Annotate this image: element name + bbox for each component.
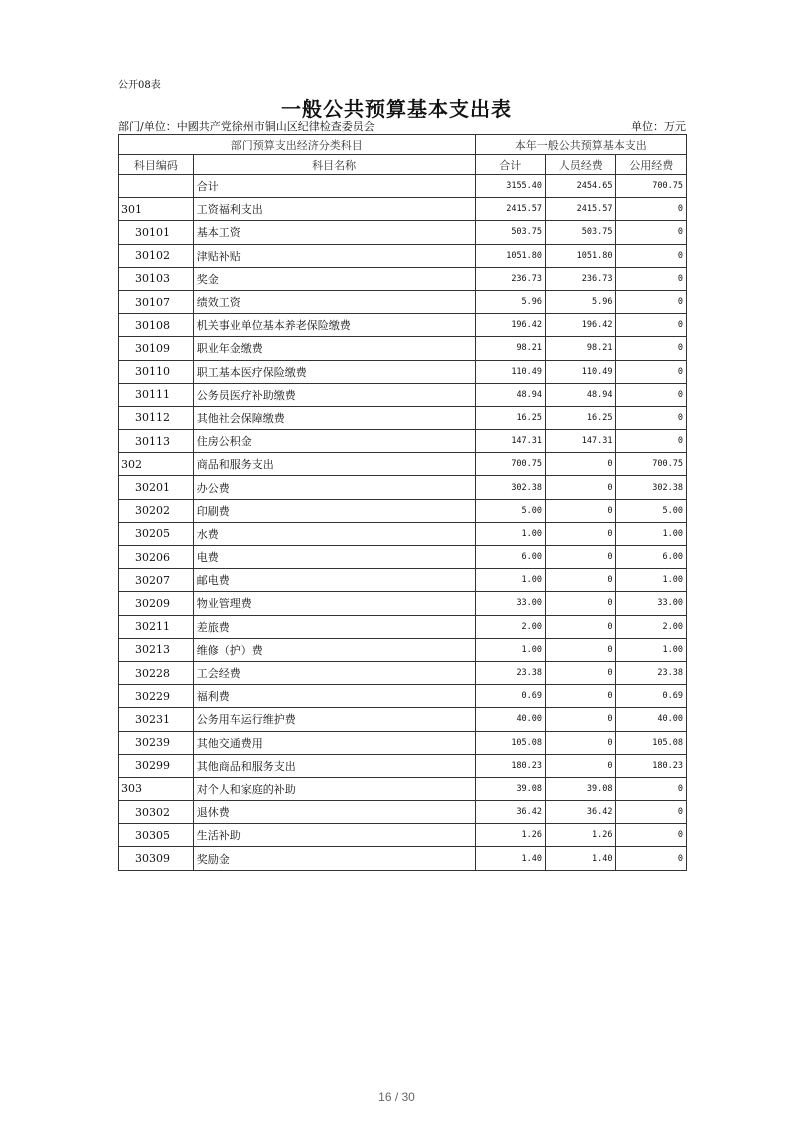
cell-personnel: 0 — [546, 638, 616, 661]
cell-total: 23.38 — [475, 661, 545, 684]
department-label: 部门/单位：中國共产党徐州市铜山区纪律检查委员会 — [118, 120, 375, 133]
cell-public: 2.00 — [616, 615, 687, 638]
cell-total: 1.26 — [475, 824, 545, 847]
table-code: 公开08表 — [118, 80, 161, 91]
cell-total: 39.08 — [475, 777, 545, 800]
table-row — [119, 847, 687, 870]
cell-subject-code: 30207 — [119, 569, 194, 592]
cell-subject-name: 水费 — [193, 522, 475, 545]
cell-total: 3155.40 — [475, 175, 545, 198]
table-row — [119, 383, 687, 406]
table-row — [119, 824, 687, 847]
cell-total: 6.00 — [475, 546, 545, 569]
cell-personnel: 36.42 — [546, 801, 616, 824]
cell-personnel: 1.26 — [546, 824, 616, 847]
cell-subject-code: 30102 — [119, 244, 194, 267]
cell-subject-name: 工会经费 — [193, 661, 475, 684]
table-row — [119, 522, 687, 545]
cell-personnel: 0 — [546, 615, 616, 638]
cell-subject-code: 30302 — [119, 801, 194, 824]
cell-personnel: 0 — [546, 592, 616, 615]
cell-public: 0 — [616, 221, 687, 244]
table-row — [119, 314, 687, 337]
cell-total: 1051.80 — [475, 244, 545, 267]
cell-public: 180.23 — [616, 754, 687, 777]
cell-personnel: 39.08 — [546, 777, 616, 800]
cell-subject-name: 公务员医疗补助缴费 — [193, 383, 475, 406]
cell-personnel: 1.40 — [546, 847, 616, 870]
cell-subject-code — [119, 175, 194, 198]
table-row — [119, 615, 687, 638]
header-subject-name: 科目名称 — [193, 155, 475, 175]
cell-total: 16.25 — [475, 406, 545, 429]
cell-total: 1.00 — [475, 638, 545, 661]
cell-subject-name: 职工基本医疗保险缴费 — [193, 360, 475, 383]
cell-subject-name: 奖励金 — [193, 847, 475, 870]
cell-personnel: 0 — [546, 569, 616, 592]
cell-personnel: 0 — [546, 708, 616, 731]
cell-subject-code: 30309 — [119, 847, 194, 870]
table-row — [119, 661, 687, 684]
cell-total: 5.96 — [475, 290, 545, 313]
table-row — [119, 546, 687, 569]
cell-subject-name: 其他社会保障缴费 — [193, 406, 475, 429]
cell-subject-name: 退休费 — [193, 801, 475, 824]
table-row — [119, 569, 687, 592]
cell-public: 0 — [616, 847, 687, 870]
cell-public: 0 — [616, 824, 687, 847]
cell-public: 33.00 — [616, 592, 687, 615]
cell-total: 33.00 — [475, 592, 545, 615]
cell-total: 36.42 — [475, 801, 545, 824]
cell-public: 0 — [616, 198, 687, 221]
cell-public: 105.08 — [616, 731, 687, 754]
cell-subject-code: 30101 — [119, 221, 194, 244]
cell-subject-name: 维修（护）费 — [193, 638, 475, 661]
table-row — [119, 801, 687, 824]
cell-personnel: 236.73 — [546, 267, 616, 290]
cell-public: 1.00 — [616, 569, 687, 592]
cell-total: 0.69 — [475, 685, 545, 708]
cell-total: 1.40 — [475, 847, 545, 870]
header-public: 公用经费 — [616, 155, 687, 175]
cell-public: 0 — [616, 314, 687, 337]
cell-subject-name: 机关事业单位基本养老保险缴费 — [193, 314, 475, 337]
cell-subject-name: 其他交通费用 — [193, 731, 475, 754]
table-row — [119, 476, 687, 499]
header-subject-code: 科目编码 — [119, 155, 194, 175]
table-row — [119, 244, 687, 267]
table-row — [119, 777, 687, 800]
cell-personnel: 147.31 — [546, 430, 616, 453]
cell-personnel: 2454.65 — [546, 175, 616, 198]
cell-subject-name: 商品和服务支出 — [193, 453, 475, 476]
cell-subject-code: 30113 — [119, 430, 194, 453]
cell-public: 40.00 — [616, 708, 687, 731]
cell-subject-name: 生活补助 — [193, 824, 475, 847]
table-body — [119, 175, 687, 871]
cell-subject-code: 30299 — [119, 754, 194, 777]
cell-public: 700.75 — [616, 175, 687, 198]
table-row — [119, 453, 687, 476]
cell-total: 40.00 — [475, 708, 545, 731]
cell-subject-name: 物业管理费 — [193, 592, 475, 615]
cell-personnel: 0 — [546, 661, 616, 684]
table-row — [119, 360, 687, 383]
page-title: 一般公共预算基本支出表 — [281, 97, 512, 121]
cell-total: 5.00 — [475, 499, 545, 522]
table-row — [119, 499, 687, 522]
cell-subject-name: 公务用车运行维护费 — [193, 708, 475, 731]
cell-personnel: 48.94 — [546, 383, 616, 406]
cell-personnel: 0 — [546, 522, 616, 545]
cell-public: 0 — [616, 267, 687, 290]
table-row — [119, 198, 687, 221]
cell-subject-code: 30201 — [119, 476, 194, 499]
cell-total: 147.31 — [475, 430, 545, 453]
cell-subject-code: 30228 — [119, 661, 194, 684]
cell-total: 1.00 — [475, 522, 545, 545]
table-header — [119, 135, 687, 175]
table-row — [119, 592, 687, 615]
header-economic-classification: 部门预算支出经济分类科目 — [119, 135, 476, 155]
cell-total: 110.49 — [475, 360, 545, 383]
cell-subject-code: 30239 — [119, 731, 194, 754]
cell-subject-name: 工资福利支出 — [193, 198, 475, 221]
cell-public: 302.38 — [616, 476, 687, 499]
header-basic-expenditure: 本年一般公共预算基本支出 — [475, 135, 686, 155]
cell-personnel: 2415.57 — [546, 198, 616, 221]
cell-subject-name: 福利费 — [193, 685, 475, 708]
cell-subject-code: 30229 — [119, 685, 194, 708]
cell-subject-code: 30206 — [119, 546, 194, 569]
cell-subject-code: 30213 — [119, 638, 194, 661]
cell-subject-name: 差旅费 — [193, 615, 475, 638]
cell-public: 1.00 — [616, 522, 687, 545]
cell-subject-code: 30103 — [119, 267, 194, 290]
cell-subject-name: 住房公积金 — [193, 430, 475, 453]
cell-personnel: 0 — [546, 546, 616, 569]
cell-public: 0 — [616, 290, 687, 313]
cell-total: 98.21 — [475, 337, 545, 360]
cell-public: 0 — [616, 383, 687, 406]
table-row — [119, 221, 687, 244]
cell-subject-name: 职业年金缴费 — [193, 337, 475, 360]
cell-personnel: 0 — [546, 499, 616, 522]
cell-public: 0 — [616, 360, 687, 383]
cell-subject-name: 其他商品和服务支出 — [193, 754, 475, 777]
unit-label: 单位：万元 — [631, 120, 686, 133]
budget-table — [118, 134, 687, 871]
table-row — [119, 175, 687, 198]
table-row — [119, 406, 687, 429]
cell-public: 1.00 — [616, 638, 687, 661]
cell-subject-name: 津贴补贴 — [193, 244, 475, 267]
cell-public: 0 — [616, 337, 687, 360]
cell-public: 0.69 — [616, 685, 687, 708]
cell-personnel: 503.75 — [546, 221, 616, 244]
cell-total: 180.23 — [475, 754, 545, 777]
cell-subject-code: 30209 — [119, 592, 194, 615]
cell-subject-name: 邮电费 — [193, 569, 475, 592]
cell-personnel: 0 — [546, 453, 616, 476]
cell-subject-code: 303 — [119, 777, 194, 800]
cell-subject-name: 电费 — [193, 546, 475, 569]
table-row — [119, 708, 687, 731]
cell-public: 700.75 — [616, 453, 687, 476]
cell-public: 0 — [616, 406, 687, 429]
cell-subject-code: 30211 — [119, 615, 194, 638]
cell-subject-code: 30112 — [119, 406, 194, 429]
cell-subject-code: 30110 — [119, 360, 194, 383]
cell-public: 6.00 — [616, 546, 687, 569]
table-row — [119, 638, 687, 661]
cell-public: 0 — [616, 244, 687, 267]
cell-subject-name: 印刷费 — [193, 499, 475, 522]
cell-total: 2.00 — [475, 615, 545, 638]
table-row — [119, 430, 687, 453]
cell-total: 196.42 — [475, 314, 545, 337]
cell-subject-name: 合计 — [193, 175, 475, 198]
cell-subject-code: 30111 — [119, 383, 194, 406]
table-row — [119, 337, 687, 360]
table-row — [119, 754, 687, 777]
cell-subject-name: 基本工资 — [193, 221, 475, 244]
cell-public: 5.00 — [616, 499, 687, 522]
cell-total: 302.38 — [475, 476, 545, 499]
page-number: 16 / 30 — [378, 1090, 415, 1104]
cell-total: 2415.57 — [475, 198, 545, 221]
cell-personnel: 0 — [546, 754, 616, 777]
cell-subject-code: 30305 — [119, 824, 194, 847]
cell-public: 0 — [616, 801, 687, 824]
cell-public: 23.38 — [616, 661, 687, 684]
cell-public: 0 — [616, 777, 687, 800]
cell-personnel: 16.25 — [546, 406, 616, 429]
cell-subject-code: 30205 — [119, 522, 194, 545]
cell-subject-code: 301 — [119, 198, 194, 221]
cell-subject-code: 30231 — [119, 708, 194, 731]
cell-total: 700.75 — [475, 453, 545, 476]
cell-personnel: 1051.80 — [546, 244, 616, 267]
cell-personnel: 0 — [546, 476, 616, 499]
table-row — [119, 290, 687, 313]
cell-total: 48.94 — [475, 383, 545, 406]
cell-subject-code: 30109 — [119, 337, 194, 360]
header-total: 合计 — [475, 155, 545, 175]
cell-subject-name: 对个人和家庭的补助 — [193, 777, 475, 800]
table-row — [119, 685, 687, 708]
table-row — [119, 267, 687, 290]
cell-total: 236.73 — [475, 267, 545, 290]
cell-subject-code: 30108 — [119, 314, 194, 337]
table-row — [119, 731, 687, 754]
cell-total: 503.75 — [475, 221, 545, 244]
cell-personnel: 98.21 — [546, 337, 616, 360]
cell-personnel: 110.49 — [546, 360, 616, 383]
cell-subject-code: 30202 — [119, 499, 194, 522]
cell-public: 0 — [616, 430, 687, 453]
header-personnel: 人员经费 — [546, 155, 616, 175]
cell-subject-name: 奖金 — [193, 267, 475, 290]
cell-personnel: 0 — [546, 685, 616, 708]
cell-total: 105.08 — [475, 731, 545, 754]
cell-subject-name: 办公费 — [193, 476, 475, 499]
cell-subject-code: 302 — [119, 453, 194, 476]
cell-personnel: 196.42 — [546, 314, 616, 337]
cell-total: 1.00 — [475, 569, 545, 592]
cell-subject-code: 30107 — [119, 290, 194, 313]
cell-personnel: 5.96 — [546, 290, 616, 313]
cell-subject-name: 绩效工资 — [193, 290, 475, 313]
cell-personnel: 0 — [546, 731, 616, 754]
